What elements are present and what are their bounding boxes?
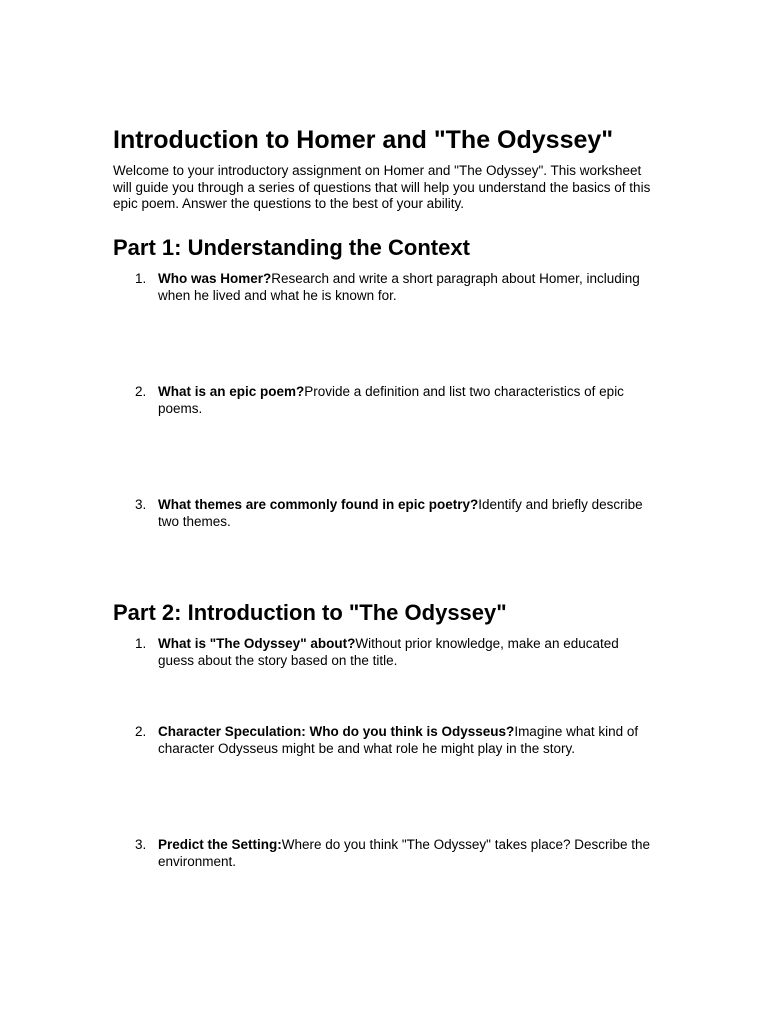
page-title: Introduction to Homer and "The Odyssey" [113,126,614,154]
question-prompt: What themes are commonly found in epic poetry? [158,496,479,512]
question-instructions: Identify and briefly describe two themes. [158,496,643,529]
question-item [113,723,658,757]
question-instructions: Research and write a short paragraph about Homer, including when he lived and what he is known for. [158,270,640,303]
question-prompt: What is an epic poem? [158,383,305,399]
question-number: 2. [135,723,147,739]
intro-paragraph: Welcome to your introductory assignment on Homer and "The Odyssey". This worksheet will guide you through a series of questions that will help you understand the basics of this epic poem. Answer the questions to the best of your ability. [113,163,651,211]
question-prompt: Who was Homer? [158,270,272,286]
question-item [113,635,658,669]
question-instructions: Where do you think "The Odyssey" takes place? Describe the environment. [158,836,651,869]
question-instructions: Without prior knowledge, make an educated guess about the story based on the title. [158,635,619,668]
question-number: 3. [135,496,147,512]
question-number: 3. [135,836,147,852]
part2-question-list [113,635,658,870]
question-prompt: Predict the Setting: [158,836,282,852]
part1-heading: Part 1: Understanding the Context [113,234,470,260]
question-item [113,836,658,870]
part2-heading: Part 2: Introduction to "The Odyssey" [113,599,507,625]
question-number: 1. [135,635,147,651]
question-prompt: What is "The Odyssey" about? [158,635,356,651]
worksheet-page [113,123,658,870]
question-item [113,383,658,417]
question-number: 2. [135,383,147,399]
question-instructions: Provide a definition and list two characteristics of epic poems. [158,383,624,416]
question-prompt: Character Speculation: Who do you think is Odysseus? [158,723,515,739]
part1-question-list [113,270,658,530]
question-item [113,496,658,530]
question-instructions: Imagine what kind of character Odysseus might be and what role he might play in the story. [158,723,639,756]
question-number: 1. [135,270,147,286]
question-item [113,270,658,304]
